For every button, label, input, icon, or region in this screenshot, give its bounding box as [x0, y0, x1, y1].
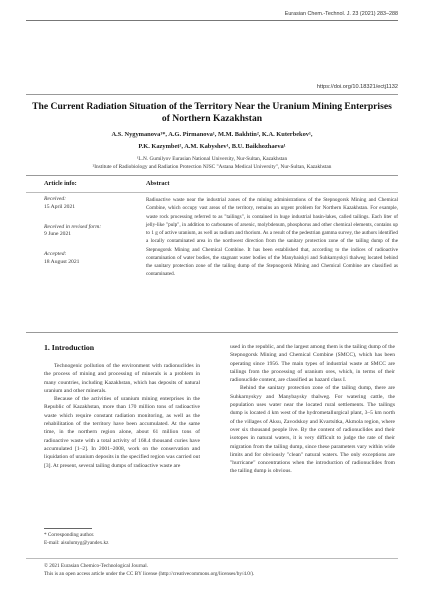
- body-column-right: [230, 343, 395, 476]
- revised-date: 9 June 2021: [44, 231, 72, 238]
- footnote-rule: [44, 528, 92, 529]
- copyright-line: © 2021 Eurasian Chemico-Technological Journal.: [44, 563, 148, 569]
- footnotes: [44, 532, 204, 547]
- article-info-heading: Article info:: [44, 180, 77, 187]
- received-label: Received:: [44, 196, 67, 202]
- section-heading-introduction: 1. Introduction: [44, 343, 95, 352]
- corresponding-email[interactable]: E-mail: aisulumyg@yandex.kz: [44, 539, 109, 546]
- intro-paragraph-1: Technogenic pollution of the environment with radionuclides in the process of mining and processing of minerals is a problem in many countries, including Kazakhstan, which has deposits of natural uranium and other minerals.: [44, 363, 200, 394]
- received-date: 15 April 2021: [44, 203, 76, 210]
- revised-label: Received in revised form:: [44, 223, 102, 230]
- license-block: [44, 562, 398, 578]
- intro-paragraph-4: Behind the sanitary protection zone of the tailing dump, there are Suhkarnyskyy and Manybaysky thalweg. For watering cattle, the population uses water near the located rural settlements. The tailings dump is located 4 km west of the hydrometallurgical plant, 3–5 km north of the villages of Aksu, Zavodskoy and Kvartsitka, Akmola region, where over six thousand people live. By the content of radionuclides and their isotopes in natural waters, it is very difficult to judge the rate of their migration from the tailing dump, since these parameters vary within wide limits and for obviously "clean" natural waters. The only exceptions are "hurricane" concentrations when the introduction of radionuclides from the tailing dump is obvious.: [230, 385, 395, 475]
- accepted-date: 18 August 2021: [44, 258, 80, 265]
- header-rule: [26, 20, 398, 21]
- abstract-body: Radioactive waste near the industrial zones of the mining administrations of the Stepnogorsk Mining and Chemical Combine, which occupy vast areas of the territory, remains an urgent problem for Northern Kazakhstan. For example, waste rock processing referred to as "tailings", is contained in huge industrial basin-lakes, called tailings. Each liter of jelly-like "pulp", in addition to carbonates of arsenic, molybdenum, phosphorus and other chemical elements, contains up to 1 g of active uranium, as well as radium and thorium. As a result of the pedestrian gamma survey, the authors identified a locally contaminated area in the northwest direction from the sanitary protection zone of the tailing dump of the Stepnogorsk Mining and Chemical Combine. It has been established that, according to the indices of radioactive contamination of water bodies, the stagnant water bodies of the Manybaiskyi and Suhkarnyskyi thalweg located behind the sanitary protection zone of the tailing dump of the Stepnogorsk Mining and Chemical Combine are classified as contaminated.: [146, 197, 398, 278]
- author-list: [30, 129, 394, 153]
- journal-reference: Eurasian Chem.-Technol. J. 23 (2021) 283–288: [284, 11, 398, 17]
- affiliation-2: ²Institute of Radiobiology and Radiation Protection NJSC "Astana Medical University", Nur-Sultan, Kazakhstan: [92, 163, 332, 170]
- abstract-rule: [26, 332, 398, 333]
- accepted-label: Accepted:: [44, 251, 67, 258]
- license-rule: [26, 558, 398, 559]
- author-line-2: P.K. Kazymbet², A.M. Kabyshev¹, B.U. Baikhozhaeva¹: [138, 143, 286, 150]
- affiliation-1: ¹L.N. Gumilyov Eurasian National University, Nur-Sultan, Kazakhstan: [136, 156, 288, 162]
- accepted-info: [44, 251, 139, 267]
- info-rule-top: [26, 175, 398, 176]
- corresponding-author-note: * Corresponding author.: [44, 532, 95, 538]
- abstract-heading: Abstract: [146, 180, 170, 187]
- author-line-1: A.S. Nygymanova¹*, A.G. Pirmanova¹, M.M. Bakhtin², K.A. Kuterbekov¹,: [111, 131, 313, 138]
- doi-rule: [26, 94, 398, 95]
- article-title: The Current Radiation Situation of the Territory Near the Uranium Mining Enterprises of Northern Kazakhstan: [32, 101, 392, 124]
- doi-link[interactable]: https://doi.org/10.18321/ectj1132: [316, 84, 398, 90]
- article-info-column: [44, 196, 139, 279]
- received-info: [44, 196, 139, 212]
- license-terms[interactable]: This is an open access article under the CC BY license (http://creativecommons.org/licenses/by/4.0/).: [44, 571, 255, 578]
- revised-info: [44, 224, 139, 240]
- affiliations: [30, 156, 394, 171]
- body-column-left: [44, 343, 200, 470]
- info-rule-inner: [26, 192, 398, 193]
- intro-paragraph-3: used in the republic, and the largest among them is the tailing dump of the Stepnogorsk Mining and Chemical Combine (SMCC), which has been operating since 1956. The main types of industrial waste at SMCC are tailings from the processing of uranium ores, which, in terms of their radionuclide content, are classified as hazard class I.: [230, 344, 395, 384]
- intro-paragraph-2: Because of the activities of uranium mining enterprises in the Republic of Kazakhstan, more than 170 million tons of radioactive waste which require constant radiation monitoring, as well as the rehabilitation of the territory have been accumulated. At the same time, in the northern region alone, about 61 million tons of radioactive waste with a total activity of 168.4 thousand curies have accumulated [1–2]. In 2001–2008, work on the conservation and liquidation of uranium deposits in the specified region was carried out [3]. At present, several tailing dumps of radioactive waste are: [44, 396, 200, 469]
